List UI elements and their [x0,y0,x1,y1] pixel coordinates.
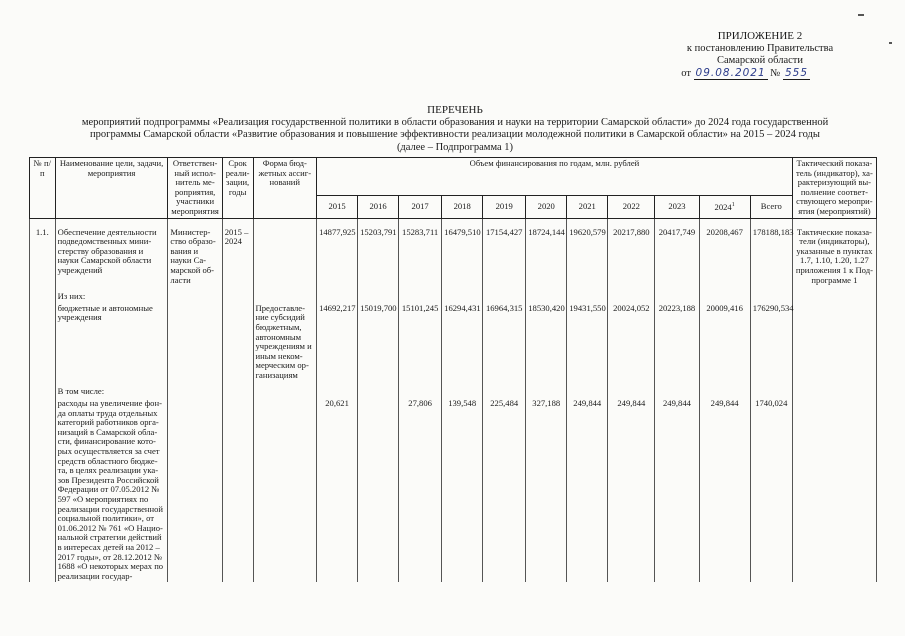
handwritten-number: 555 [784,67,808,79]
header-responsible: Ответствен-ный испол-нитель ме-роприятия, участники мероприятия [168,158,222,219]
value-cell: 20024,052 [608,303,655,382]
heading-line: программы Самарской области «Развитие образования и повышение эффективности реализации молодежной политики в Самарской области» на 2015 – 2024 годы [90,129,820,140]
value-cell: 225,484 [483,398,526,582]
value-cell: 249,844 [699,398,750,582]
number-prefix: № [770,68,781,79]
value-cell: 16964,315 [483,303,526,382]
value-cell: 14877,925 [317,227,358,287]
footnote-mark: 1 [731,202,735,209]
document-heading [40,104,870,154]
table-row [30,398,877,582]
table-row [30,286,877,303]
value-cell: 15019,700 [358,303,399,382]
header-indicator: Тактический показа-тель (индикатор), ха-рактеризующий вы-полнение соответ-ствующего меропри-ятия (мероприятий) [792,158,876,219]
header-year: 2023 [655,196,699,218]
scan-mark [889,42,892,44]
header-year: 2019 [483,196,526,218]
value-cell: 18530,420 [526,303,567,382]
header-year: 2017 [399,196,442,218]
value-cell: 14692,217 [317,303,358,382]
header-year: 2020 [526,196,567,218]
header-year-2024 [699,196,750,218]
measures-table [29,157,877,582]
total-cell: 176290,534 [750,303,792,382]
header-funding: Объем финансирования по годам, млн. рублей [317,158,793,196]
value-cell: 16479,510 [442,227,483,287]
spacer-row [30,218,877,227]
total-cell: 178188,183 [750,227,792,287]
appendix-line: к постановлению Правительства [686,43,834,54]
value-cell: 139,548 [442,398,483,582]
value-cell: 249,844 [655,398,699,582]
heading-word: ПЕРЕЧЕНЬ [427,104,483,116]
value-cell: 20217,880 [608,227,655,287]
appendix-title: ПРИЛОЖЕНИЕ 2 [717,30,803,42]
value-cell: 16294,431 [442,303,483,382]
value-cell [358,398,399,582]
row-form: Предоставле-ние субсидий бюджетным, автономным учреждениям и иным неком-мерческим ор-ганизациям [253,303,317,382]
row-name: бюджетные и автономные учреждения [55,303,168,382]
header-num: № п/п [30,158,56,219]
table-row [30,381,877,398]
row-responsible: Министер-ство образо-вания и науки Са-марской об-ласти [168,227,222,287]
header-name: Наименование цели, задачи, мероприятия [55,158,168,219]
value-cell: 15101,245 [399,303,442,382]
header-year: 2016 [358,196,399,218]
header-year: 2015 [317,196,358,218]
value-cell: 19431,550 [567,303,608,382]
header-year: 2018 [442,196,483,218]
header-total: Всего [750,196,792,218]
heading-line: мероприятий подпрограммы «Реализация государственной политики в области образования и науки на территории Самарской области» до 2024 года государственной [81,116,829,128]
row-name: В том числе: [55,381,168,398]
row-form [253,227,317,287]
table-row [30,227,877,287]
indicator-cell: Тактические показа-тели (индикаторы), указанные в пунктах 1.7, 1.10, 1.20, 1.27 приложения 1 к Под-программе 1 [792,227,876,287]
header-form: Форма бюд-жетных ассиг-нований [253,158,317,219]
row-term: 2015 – 2024 [222,227,253,287]
scan-mark [858,14,864,16]
value-cell: 18724,144 [526,227,567,287]
value-cell: 15283,711 [399,227,442,287]
row-num: 1.1. [30,227,56,287]
appendix-date-line [640,67,880,80]
date-prefix: от [681,68,691,79]
value-cell: 15203,791 [358,227,399,287]
year-label: 2024 [714,202,732,213]
total-cell: 1740,024 [750,398,792,582]
value-cell: 20208,467 [699,227,750,287]
row-name: расходы на увеличение фон-да оплаты труда отдельных категорий работников орга-низаций в Самарской обла-сти, финансирование кото-рых осуществляется за счет средств областного бюдже-та, в целях реализации ука-зов Президента Российской Федерации от 07.05.2012 № 597 «О мероприятиях по реализации государственной социальной политики», от 01.06.2012 № 761 «О Нацио-нальной стратегии действий в интересах детей на 2012 – 2017 годы», от 28.12.2012 № 1688 «О некоторых мерах по реализации государ- [55,398,168,582]
row-name: Из них: [55,286,168,303]
value-cell: 327,188 [526,398,567,582]
value-cell: 249,844 [608,398,655,582]
handwritten-date: 09.08.2021 [695,67,766,79]
value-cell: 20223,188 [655,303,699,382]
appendix-block [640,30,880,80]
heading-line: (далее – Подпрограмма 1) [396,141,514,153]
value-cell: 20417,749 [655,227,699,287]
header-term: Срок реали-зации, годы [222,158,253,219]
header-year: 2022 [608,196,655,218]
appendix-line: Самарской области [717,55,803,66]
header-year: 2021 [567,196,608,218]
value-cell: 249,844 [567,398,608,582]
value-cell: 20009,416 [699,303,750,382]
row-name: Обеспечение деятельности подведомственных мини-стерству образования и науки Самарской области учреждений [55,227,168,287]
table-row [30,303,877,382]
value-cell: 27,806 [399,398,442,582]
value-cell: 20,621 [317,398,358,582]
value-cell: 19620,579 [567,227,608,287]
value-cell: 17154,427 [483,227,526,287]
